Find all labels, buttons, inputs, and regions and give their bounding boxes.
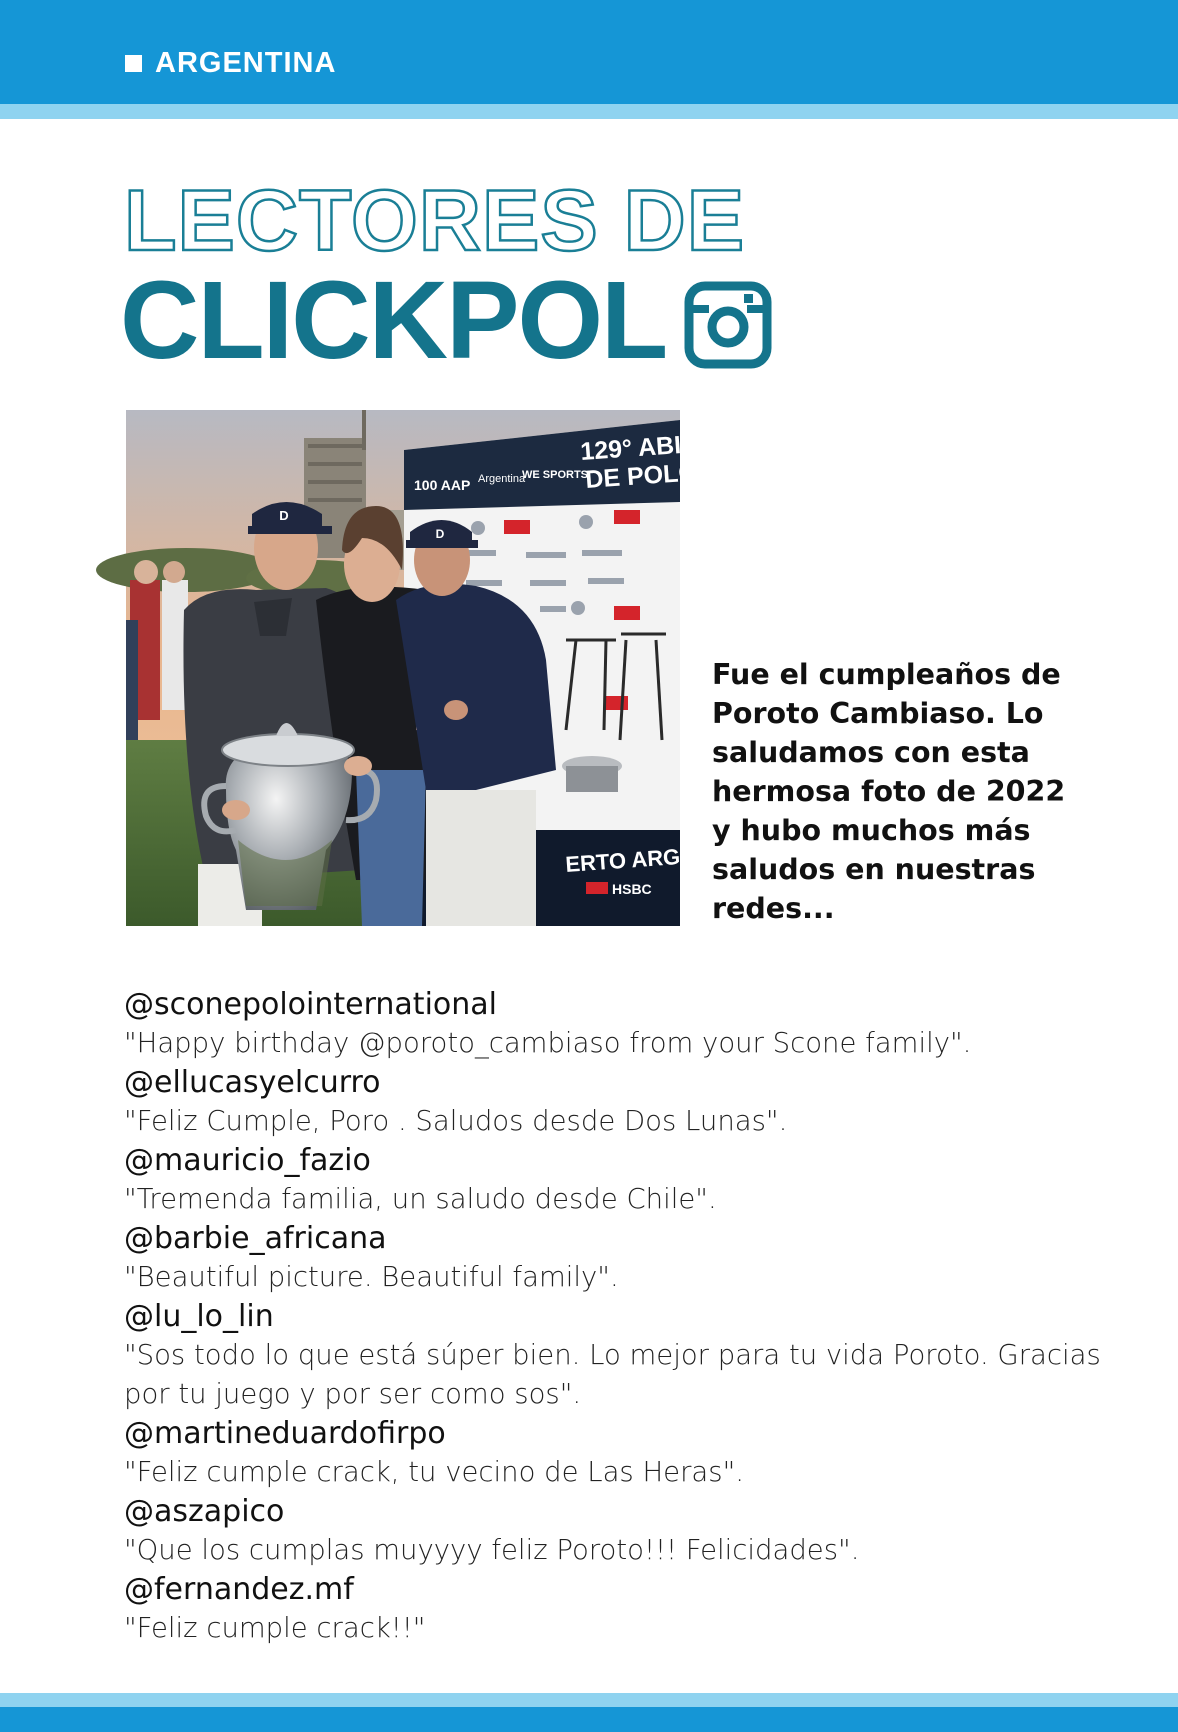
section-square-icon xyxy=(125,55,142,72)
comment-text: "Que los cumplas muyyyy feliz Poroto!!! Felicidades". xyxy=(124,1534,860,1566)
instagram-icon xyxy=(684,281,772,369)
svg-text:DE POLO: DE POLO xyxy=(584,458,699,494)
comment-text: "Feliz cumple crack!!" xyxy=(124,1612,426,1644)
section-label xyxy=(125,49,336,78)
comment xyxy=(124,985,1104,1063)
comment-handle: @martineduardofirpo xyxy=(124,1416,446,1451)
comment-text: "Feliz Cumple, Poro . Saludos desde Dos Lunas". xyxy=(124,1105,788,1137)
comment-handle: @aszapico xyxy=(124,1494,285,1529)
footer-stripe xyxy=(0,1693,1178,1707)
comment xyxy=(124,1414,1104,1492)
comment-text: "Happy birthday @poroto_cambiaso from your Scone family". xyxy=(124,1027,972,1059)
cover-photo xyxy=(126,410,764,926)
svg-text:D: D xyxy=(435,527,445,541)
comment-handle: @lu_lo_lin xyxy=(124,1299,274,1334)
comment-handle: @mauricio_fazio xyxy=(124,1143,371,1178)
banner-bottom-text: ERTO ARGENTINO xyxy=(564,838,764,877)
title-main: CLICKPOL xyxy=(120,259,667,382)
title-outline: LECTORES DE xyxy=(124,173,746,269)
header-stripe xyxy=(0,104,1178,119)
comment xyxy=(124,1570,1104,1648)
comment-text: "Tremenda familia, un saludo desde Chile". xyxy=(124,1183,717,1215)
comment xyxy=(124,1492,1104,1570)
comments-list xyxy=(124,985,1104,1648)
comment-handle: @sconepolointernational xyxy=(124,987,497,1022)
title-main-wrap xyxy=(120,259,772,382)
footer-band xyxy=(0,1707,1178,1732)
comment-handle: @ellucasyelcurro xyxy=(124,1065,381,1100)
svg-text:HSBC: HSBC xyxy=(612,881,652,897)
comment xyxy=(124,1141,1104,1219)
section-name: ARGENTINA xyxy=(155,47,337,79)
svg-text:129° ABIERTO: 129° ABIERTO xyxy=(579,426,751,466)
comment-text: "Beautiful picture. Beautiful family". xyxy=(124,1261,619,1293)
comment-handle: @barbie_africana xyxy=(124,1221,387,1256)
comment-text: "Sos todo lo que está súper bien. Lo mejor para tu vida Poroto. Gracias por tu juego y por ser como sos". xyxy=(124,1339,1101,1410)
svg-text:WE SPORTS: WE SPORTS xyxy=(522,469,589,481)
comment-handle: @fernandez.mf xyxy=(124,1572,354,1607)
svg-text:Argentina: Argentina xyxy=(478,473,526,485)
svg-text:D: D xyxy=(279,508,289,523)
comment xyxy=(124,1297,1104,1414)
comment-text: "Feliz cumple crack, tu vecino de Las Heras". xyxy=(124,1456,744,1488)
comment xyxy=(124,1219,1104,1297)
comment xyxy=(124,1063,1104,1141)
svg-text:100 AAP: 100 AAP xyxy=(414,477,471,493)
photo-caption: Fue el cumpleaños de Poroto Cambiaso. Lo saludamos con esta hermosa foto de 2022 y hubo muchos más saludos en nuestras redes... xyxy=(712,658,1066,925)
